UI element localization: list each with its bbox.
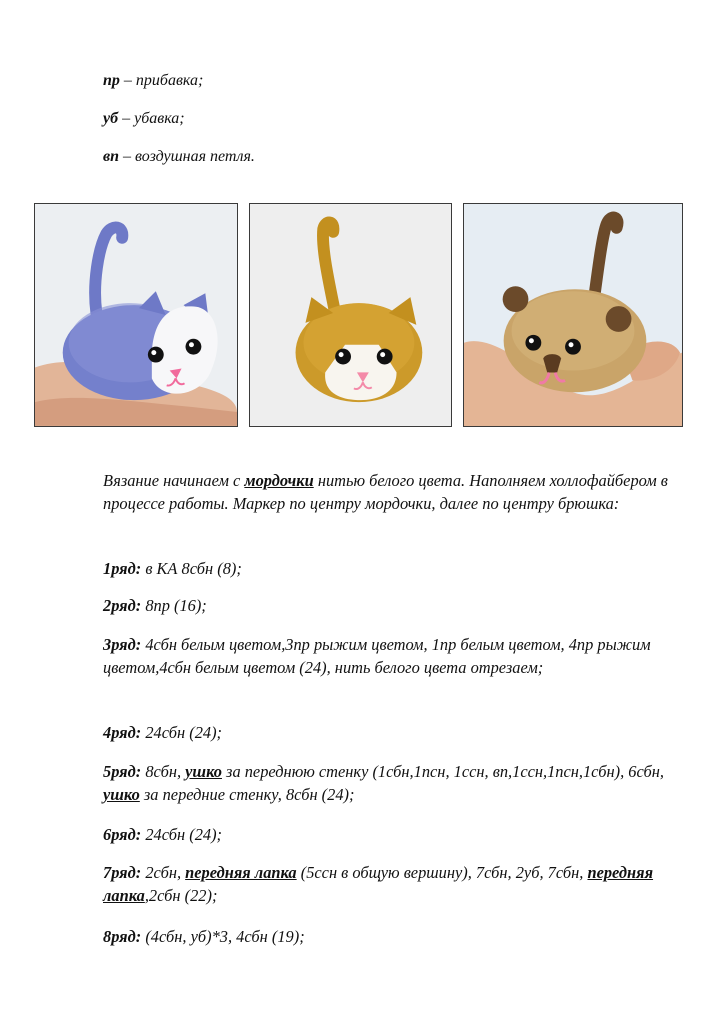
row-label: 2ряд: bbox=[103, 596, 142, 615]
row-text: (4сбн, уб)*3, 4сбн (19); bbox=[141, 927, 305, 946]
row-6 bbox=[103, 823, 683, 846]
row-text: (5ссн в общую вершину), 7сбн, 2уб, 7сбн, bbox=[296, 863, 588, 882]
row-label: 1ряд: bbox=[103, 559, 142, 578]
row-text: 8сбн, bbox=[141, 762, 186, 781]
row-label: 8ряд: bbox=[103, 927, 142, 946]
row-8 bbox=[103, 925, 683, 948]
row-1 bbox=[103, 557, 683, 580]
row-5 bbox=[103, 760, 683, 806]
photo-brown-kitten bbox=[463, 203, 683, 427]
row-highlight: ушко bbox=[103, 785, 140, 804]
row-text: ,2сбн (22); bbox=[144, 886, 218, 905]
row-text: за переднюю стенку (1сбн,1псн, 1ссн, вп,1ссн,1псн,1сбн), 6сбн, bbox=[221, 762, 664, 781]
row-label: 6ряд: bbox=[103, 825, 142, 844]
legend-item-chain bbox=[103, 147, 255, 167]
legend-key: пр bbox=[103, 72, 120, 89]
row-text: 8пр (16); bbox=[141, 596, 207, 615]
legend-key: уб bbox=[103, 110, 119, 127]
legend-item-increase bbox=[103, 71, 203, 91]
row-text: 24сбн (24); bbox=[141, 723, 223, 742]
legend-item-decrease bbox=[103, 109, 185, 129]
row-label: 4ряд: bbox=[103, 723, 142, 742]
row-3 bbox=[103, 633, 683, 679]
row-text: 24сбн (24); bbox=[141, 825, 223, 844]
row-highlight: передняя лапка bbox=[103, 863, 654, 905]
row-7 bbox=[103, 861, 683, 907]
row-label: 3ряд: bbox=[103, 635, 142, 654]
ginger-kitten-image bbox=[250, 204, 451, 426]
row-label: 7ряд: bbox=[103, 863, 142, 882]
row-text: за передние стенку, 8сбн (24); bbox=[139, 785, 355, 804]
intro-highlight: мордочки bbox=[244, 471, 314, 490]
intro-text-start: Вязание начинаем с bbox=[103, 471, 245, 490]
legend-desc: – убавка; bbox=[118, 110, 185, 127]
legend-desc: – воздушная петля. bbox=[119, 148, 255, 165]
legend-key: вп bbox=[103, 148, 120, 165]
row-text: 4сбн белым цветом,3пр рыжим цветом, 1пр белым цветом, 4пр рыжим цветом,4сбн белым цветом (24), нить белого цвета отрезаем; bbox=[103, 635, 651, 677]
intro-paragraph bbox=[103, 469, 683, 515]
blue-kitten-image bbox=[35, 204, 237, 426]
brown-kitten-image bbox=[464, 204, 682, 426]
row-text: в КА 8сбн (8); bbox=[141, 559, 242, 578]
photo-blue-kitten bbox=[34, 203, 238, 427]
row-highlight: ушко bbox=[185, 762, 222, 781]
photo-ginger-kitten bbox=[249, 203, 452, 427]
legend-desc: – прибавка; bbox=[119, 72, 204, 89]
row-label: 5ряд: bbox=[103, 762, 142, 781]
intro-text-end: нитью белого цвета. Наполняем холлофайбером в процессе работы. Маркер по центру мордочки, далее по центру брюшка: bbox=[103, 471, 668, 513]
row-2 bbox=[103, 594, 683, 617]
row-text: 2сбн, bbox=[141, 863, 186, 882]
row-highlight: передняя лапка bbox=[185, 863, 297, 882]
row-4 bbox=[103, 721, 683, 744]
